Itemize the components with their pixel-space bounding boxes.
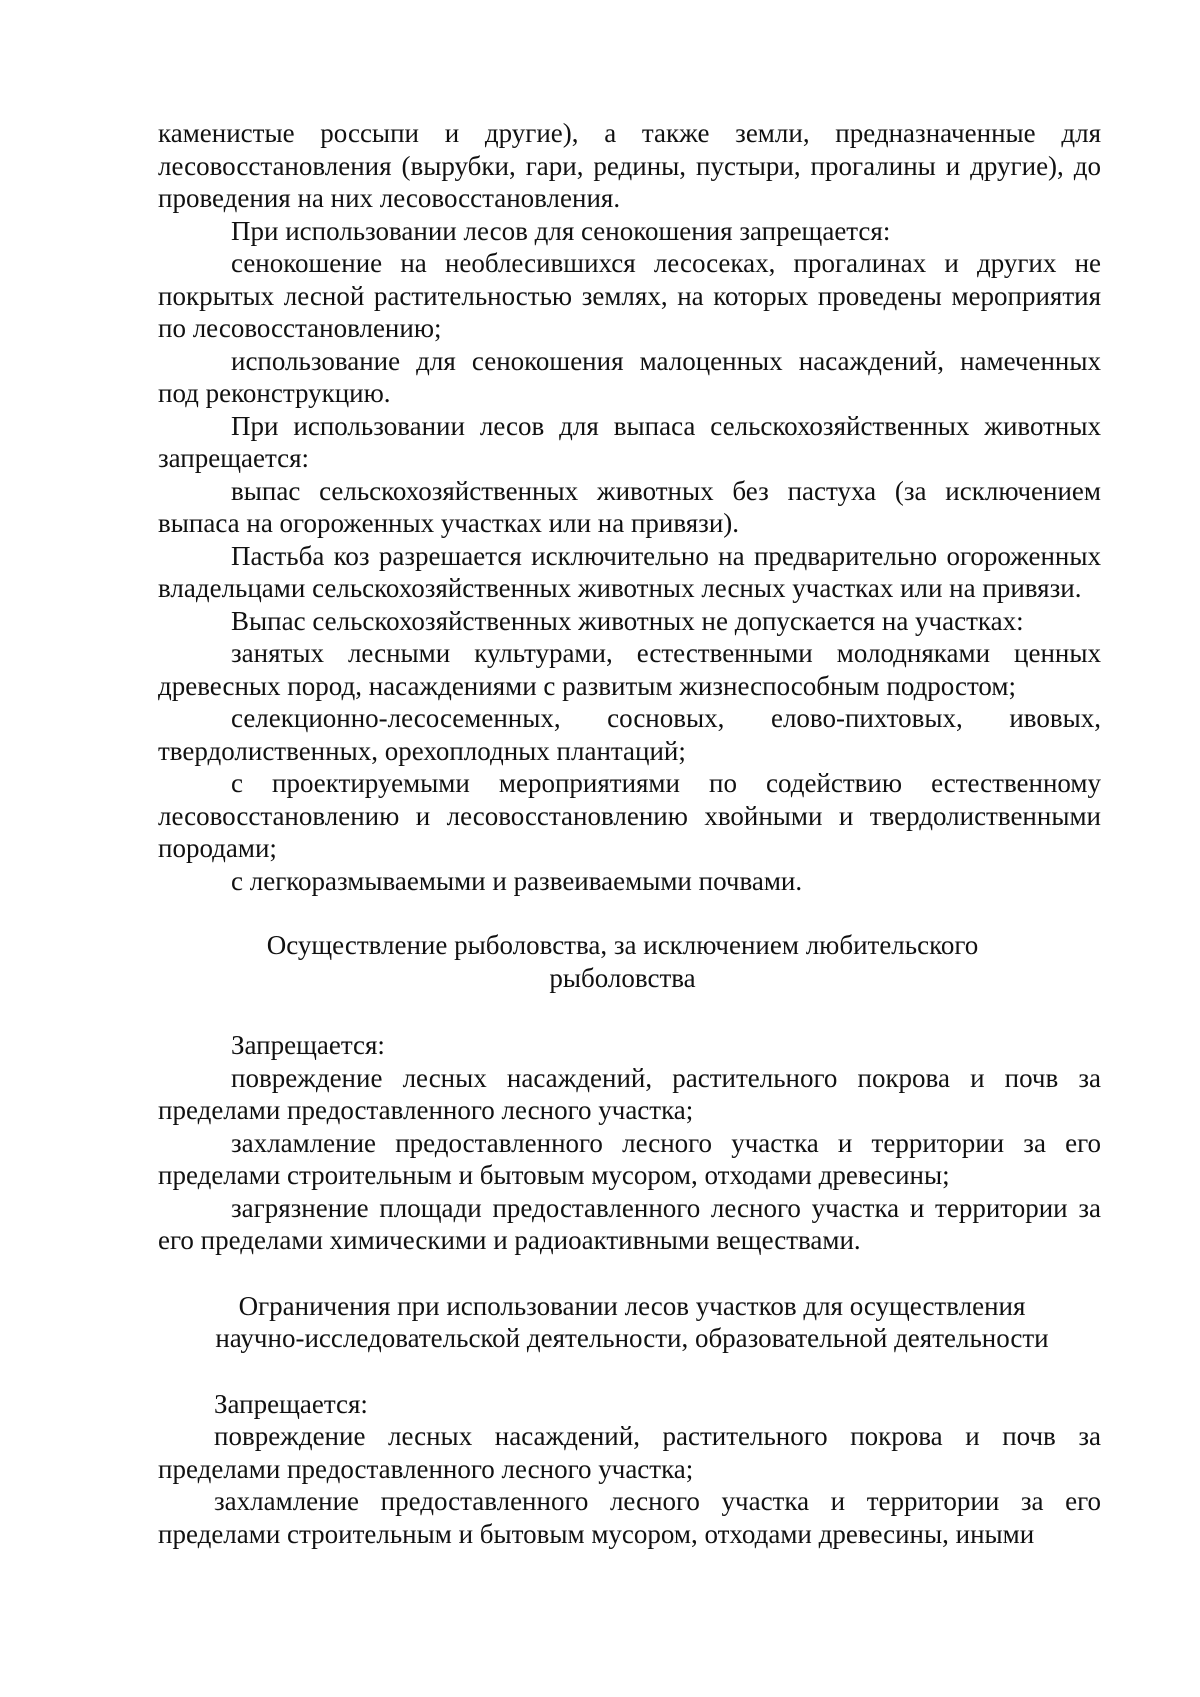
- paragraph: использование для сенокошения малоценных насаждений, намеченных под реконструкцию.: [158, 345, 1101, 408]
- paragraph: селекционно-лесосеменных, сосновых, елово-пихтовых, ивовых, твердолиственных, орехоплодных плантаций;: [158, 703, 1101, 766]
- section-item: загрязнение площади предоставленного лесного участка и территории за его пределами химическими и радиоактивными веществами.: [158, 1192, 1101, 1255]
- heading-line: Осуществление рыболовства, за исключением любительского: [266, 930, 979, 960]
- paragraph: При использовании лесов для выпаса сельскохозяйственных животных запрещается:: [158, 410, 1101, 473]
- section-lead: Запрещается:: [214, 1388, 368, 1419]
- paragraph: Пастьба коз разрешается исключительно на предварительно огороженных владельцами сельскохозяйственных животных лесных участках или на привязи.: [158, 540, 1101, 603]
- paragraph: с легкоразмываемыми и развеиваемыми почвами.: [231, 865, 803, 896]
- heading-line: научно-исследовательской деятельности, образовательной деятельности: [215, 1323, 1049, 1353]
- section-item: повреждение лесных насаждений, растительного покрова и почв за пределами предоставленного лесного участка;: [158, 1421, 1101, 1484]
- paragraph: занятых лесными культурами, естественными молодняками ценных древесных пород, насаждениями с развитым жизнеспособным подростом;: [158, 638, 1101, 701]
- paragraph: выпас сельскохозяйственных животных без пастуха (за исключением выпаса на огороженных участках или на привязи).: [158, 475, 1101, 538]
- paragraph-continuation: каменистые россыпи и другие), а также земли, предназначенные для лесовосстановления (вырубки, гари, редины, пустыри, прогалины и другие), до проведения на них лесовосстановления.: [158, 118, 1101, 213]
- section-lead: Запрещается:: [231, 1030, 385, 1060]
- paragraph: При использовании лесов для сенокошения запрещается:: [231, 215, 891, 246]
- paragraph: сенокошение на необлесившихся лесосеках, прогалинах и других не покрытых лесной растительностью землях, на которых проведены мероприятия по лесовосстановлению;: [158, 248, 1101, 343]
- paragraph: с проектируемыми мероприятиями по содействию естественному лесовосстановлению и лесовосстановлению хвойными и твердолиственными породами;: [158, 768, 1101, 863]
- section-heading-fishing: [158, 929, 1101, 994]
- heading-line: рыболовства: [549, 962, 696, 993]
- document-body: [158, 117, 1101, 1550]
- section-heading-research: [158, 1290, 1101, 1355]
- section-item: захламление предоставленного лесного участка и территории за его пределами строительным и бытовым мусором, отходами древесины, иными: [158, 1486, 1101, 1549]
- section-item: повреждение лесных насаждений, растительного покрова и почв за пределами предоставленного лесного участка;: [158, 1062, 1101, 1125]
- heading-line: Ограничения при использовании лесов участков для осуществления: [238, 1290, 1026, 1321]
- section-item: захламление предоставленного лесного участка и территории за его пределами строительным и бытовым мусором, отходами древесины;: [158, 1127, 1101, 1190]
- paragraph: Выпас сельскохозяйственных животных не допускается на участках:: [231, 605, 1024, 636]
